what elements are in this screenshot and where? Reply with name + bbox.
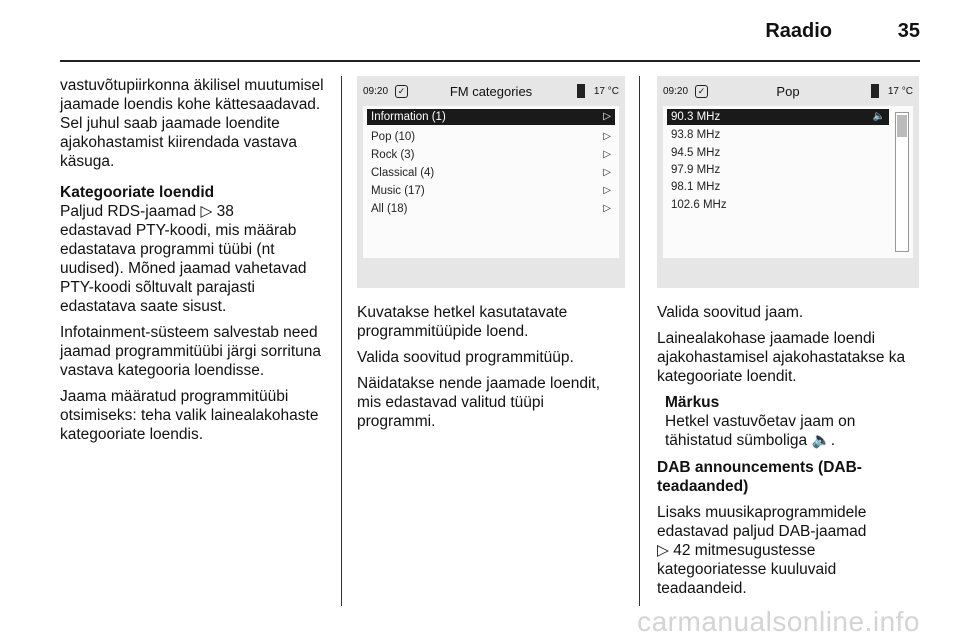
column-3 xyxy=(657,303,925,605)
ref-arrow-icon: ▷ xyxy=(200,203,217,220)
page-ref: 42 xyxy=(673,542,691,559)
chevron-right-icon: ▷ xyxy=(603,131,611,142)
list-item[interactable]: 93.8 MHz xyxy=(671,129,721,141)
paragraph: Kuvatakse hetkel kasutatavate programmitüüpide loend. xyxy=(357,304,568,340)
ref-arrow-icon: ▷ xyxy=(657,542,674,559)
page-number: 35 xyxy=(897,20,920,42)
paragraph: Jaama määratud programmitüübi otsimiseks: teha valik lainealakohaste kategooriate loendis. xyxy=(60,388,319,443)
chevron-right-icon: ▷ xyxy=(603,149,611,160)
paragraph: Lisaks muusikaprogrammidele edastavad paljud DAB-jaamad ▷ 42 mitmesugustesse kategooriatesse kuuluvaid teadaandeid. xyxy=(657,504,867,597)
screen-title: Pop xyxy=(776,84,800,99)
temperature: 17 °C xyxy=(887,86,913,97)
list-item[interactable]: Music (17) ▷ xyxy=(371,185,611,197)
speaker-icon: 🔈 xyxy=(872,111,885,122)
thermometer-icon xyxy=(871,84,879,98)
column-divider xyxy=(341,76,342,606)
column-1 xyxy=(60,76,335,451)
scrollbar-thumb[interactable] xyxy=(897,115,907,137)
paragraph: Infotainment-süsteem salvestab need jaamad programmitüübi järgi sorrituna vastava kategooria loendisse. xyxy=(60,324,322,379)
list-item[interactable]: All (18) ▷ xyxy=(371,203,611,215)
scrollbar[interactable] xyxy=(895,112,909,252)
fm-categories-screen xyxy=(357,76,625,288)
subheading: DAB announcements (DAB-teadaanded) xyxy=(657,459,862,495)
list-item[interactable]: Information (1) ▷ xyxy=(367,109,615,125)
paragraph: vastuvõtupiirkonna äkilisel muutumisel jaamade loendis kohe kättesaadavad. Sel juhul saab jaamade loendite ajakohastamist kiirendada vastava käsuga. xyxy=(60,77,324,170)
list-item[interactable]: 97.9 MHz xyxy=(671,164,721,176)
temperature: 17 °C xyxy=(593,86,619,97)
check-icon: ✓ xyxy=(395,85,408,98)
status-bar xyxy=(663,84,913,102)
section-title: Raadio xyxy=(765,20,832,42)
list-item[interactable]: 90.3 MHz 🔈 xyxy=(667,109,889,125)
paragraph-with-heading xyxy=(60,183,335,316)
page-ref: 38 xyxy=(216,203,234,220)
column-divider xyxy=(639,76,640,606)
column-2 xyxy=(357,303,625,438)
page-header xyxy=(60,0,920,62)
speaker-icon: 🔈 xyxy=(811,432,831,449)
screen-title: FM categories xyxy=(449,84,533,99)
chevron-right-icon: ▷ xyxy=(603,185,611,196)
text: Paljud RDS-jaamad xyxy=(60,203,201,220)
category-list xyxy=(363,106,619,258)
chevron-right-icon: ▷ xyxy=(603,167,611,178)
clock: 09:20 xyxy=(663,86,689,97)
thermometer-icon xyxy=(577,84,585,98)
paragraph: Valida soovitud jaam. xyxy=(657,304,804,321)
clock: 09:20 xyxy=(363,86,389,97)
watermark: carmanualsonline.info xyxy=(637,606,920,637)
status-bar xyxy=(363,84,619,102)
station-list xyxy=(663,106,913,258)
paragraph: Lainealakohase jaamade loendi ajakohastamisel ajakohastatakse ka kategooriate loendit. xyxy=(657,330,906,385)
list-item[interactable]: 94.5 MHz xyxy=(671,147,721,159)
pop-stations-screen xyxy=(657,76,919,288)
subheading: Kategooriate loendid xyxy=(60,184,215,201)
list-item[interactable]: Classical (4) ▷ xyxy=(371,167,611,179)
list-item[interactable]: 102.6 MHz xyxy=(671,199,727,211)
header-rule xyxy=(60,60,920,62)
note-title: Märkus xyxy=(665,394,720,411)
check-icon: ✓ xyxy=(695,85,708,98)
chevron-right-icon: ▷ xyxy=(603,203,611,214)
note-text: Hetkel vastuvõetav jaam on tähistatud sümboliga 🔈. xyxy=(665,413,856,449)
paragraph: Näidatakse nende jaamade loendit, mis edastavad valitud tüüpi programmi. xyxy=(357,375,601,430)
text: edastavad PTY-koodi, mis määrab edastatava programmi tüübi (nt uudised). Mõned jaamad vahetavad PTY-koodi sõltuvalt parajasti edastatava saate sisust. xyxy=(60,222,307,315)
chevron-right-icon: ▷ xyxy=(603,111,611,122)
list-item[interactable]: 98.1 MHz xyxy=(671,181,721,193)
note-box xyxy=(665,393,925,450)
list-item[interactable]: Rock (3) ▷ xyxy=(371,149,611,161)
paragraph: Valida soovitud programmitüüp. xyxy=(357,349,574,366)
list-item[interactable]: Pop (10) ▷ xyxy=(371,131,611,143)
